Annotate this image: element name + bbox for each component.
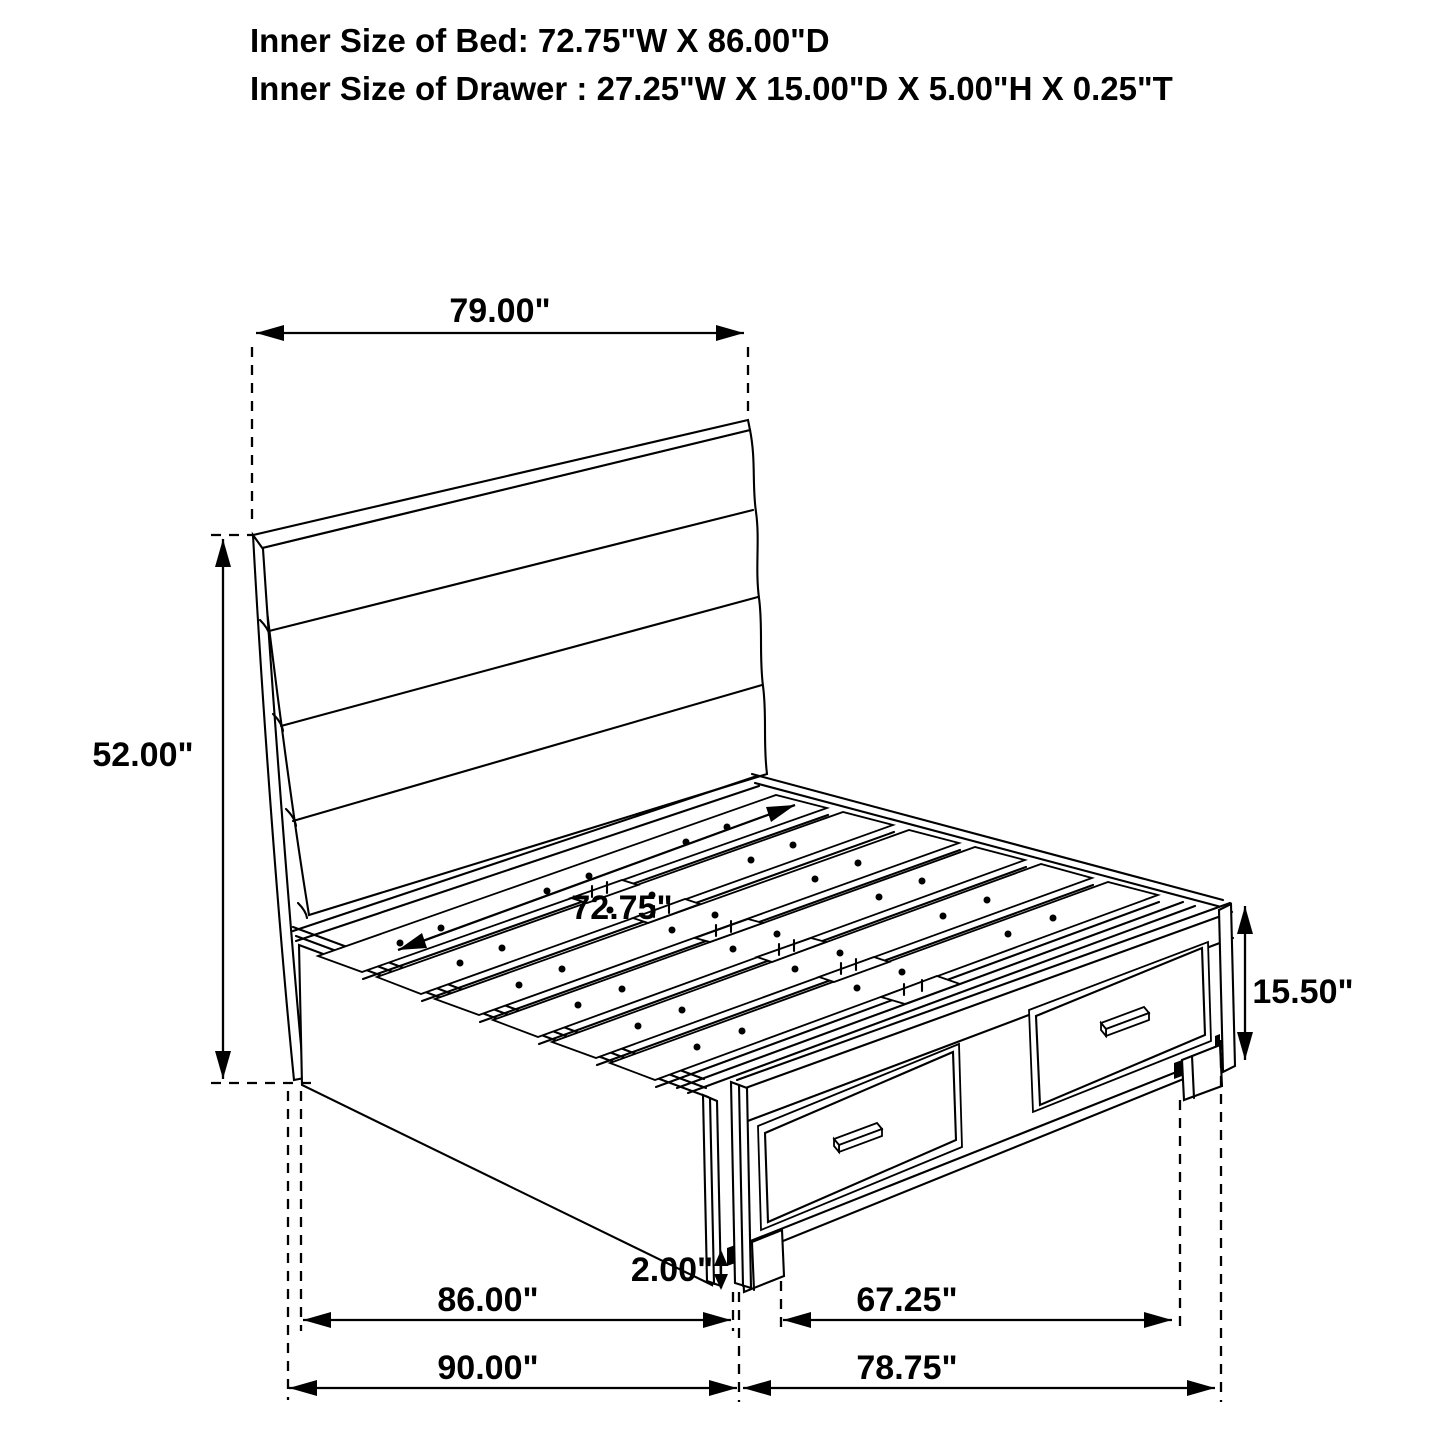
dim-label-leg-height: 2.00" [630,1251,714,1289]
dim-label-headboard-height: 52.00" [92,736,194,774]
dim-label-between-legs: 67.25" [856,1281,958,1319]
dim-label-slat-span: 72.75" [571,889,673,927]
title-line-1: Inner Size of Bed: 72.75"W X 86.00"D [250,22,830,59]
dim-label-headboard-width: 79.00" [449,292,551,330]
dim-label-inner-length: 86.00" [437,1281,539,1319]
right-leg-shadow [1174,1060,1182,1079]
title-line-2: Inner Size of Drawer : 27.25"W X 15.00"D X 5.00"H X 0.25"T [250,70,1173,107]
dim-label-overall-length: 90.00" [437,1349,539,1387]
right-post-slot [1215,1034,1220,1048]
dim-label-footboard-width: 78.75" [856,1349,958,1387]
dim-label-footboard-height: 15.50" [1252,973,1354,1011]
